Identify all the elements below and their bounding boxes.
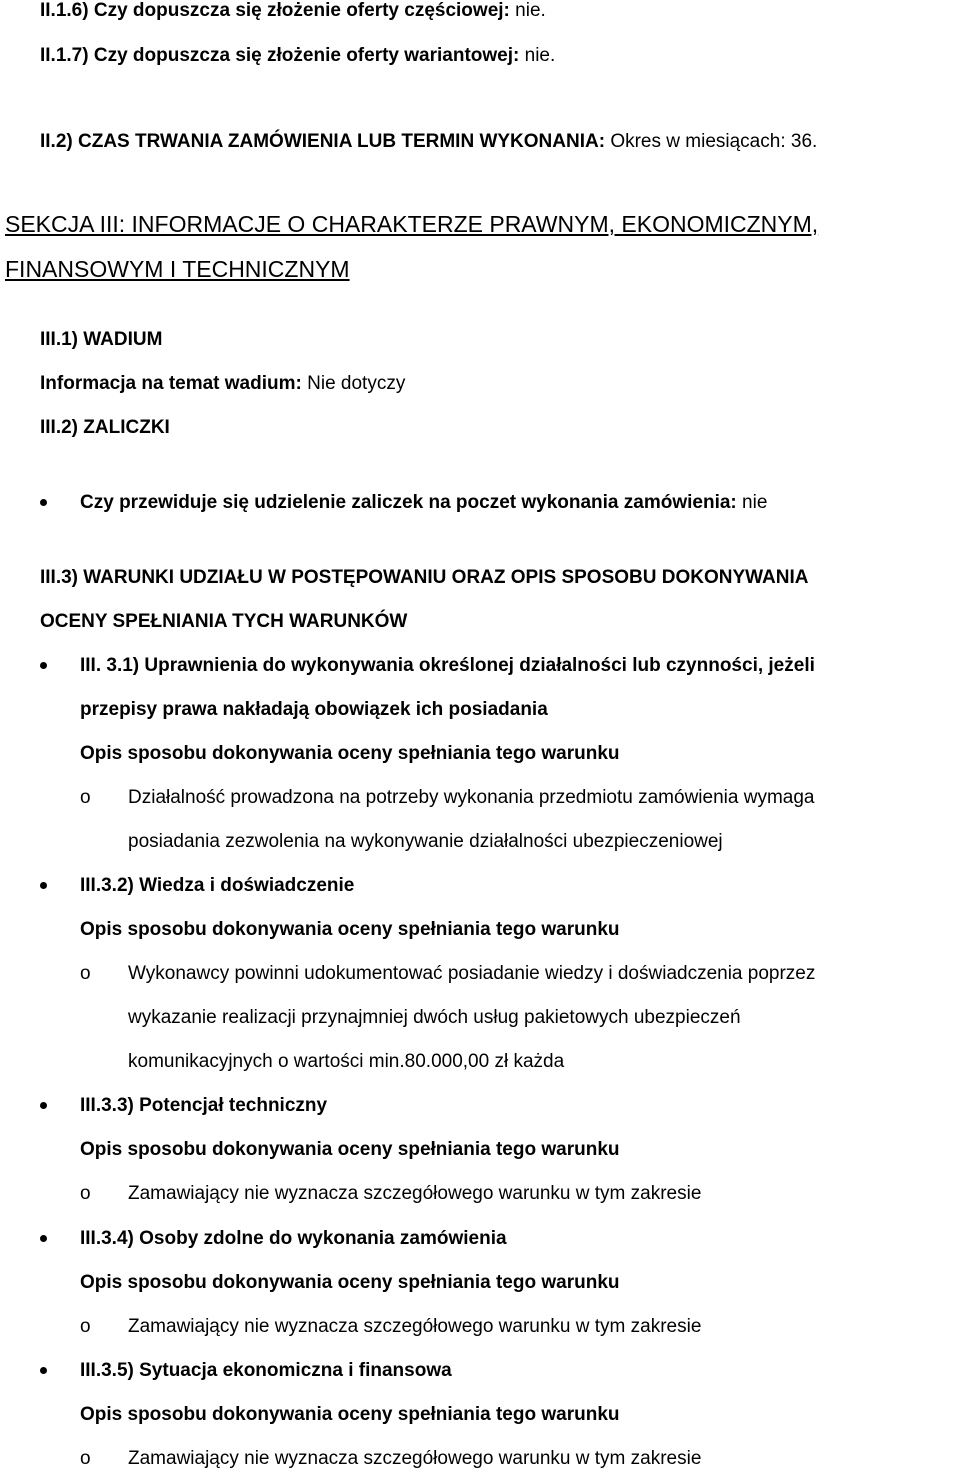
wadium-line: Informacja na temat wadium: Nie dotyczy: [40, 373, 406, 394]
circle-bullet-icon: o: [80, 787, 91, 808]
bullet-icon: [40, 1367, 47, 1374]
section-title-cont: FINANSOWYM I TECHNICZNYM: [5, 256, 350, 282]
bullet-icon: [40, 1102, 47, 1109]
condition-text: Zamawiający nie wyznacza szczegółowego warunku w tym zakresie: [128, 1183, 702, 1204]
circle-bullet-icon: o: [80, 1448, 91, 1469]
bullet-icon: [40, 662, 47, 669]
condition-text: Zamawiający nie wyznacza szczegółowego warunku w tym zakresie: [128, 1448, 702, 1469]
condition-title: III.3.2) Wiedza i doświadczenie: [80, 875, 355, 896]
bullet-icon: [40, 499, 47, 506]
circle-bullet-icon: o: [80, 1183, 91, 1204]
condition-title: III. 3.1) Uprawnienia do wykonywania określonej działalności lub czynności, jeżeli: [80, 655, 815, 676]
warunki-heading-cont: OCENY SPEŁNIANIA TYCH WARUNKÓW: [40, 611, 408, 632]
condition-title-cont: przepisy prawa nakładają obowiązek ich posiadania: [80, 699, 548, 720]
wadium-heading: III.1) WADIUM: [40, 329, 163, 350]
bullet-icon: [40, 882, 47, 889]
section-title: SEKCJA III: INFORMACJE O CHARAKTERZE PRAWNYM, EKONOMICZNYM,: [5, 211, 819, 237]
condition-text: Wykonawcy powinni udokumentować posiadanie wiedzy i doświadczenia poprzez: [128, 963, 816, 984]
offer-variant-line: II.1.7) Czy dopuszcza się złożenie oferty wariantowej: nie.: [40, 45, 556, 66]
condition-text: Działalność prowadzona na potrzeby wykonania przedmiotu zamówienia wymaga: [128, 787, 815, 808]
opis-label: Opis sposobu dokonywania oceny spełniania tego warunku: [80, 1404, 620, 1425]
bullet-icon: [40, 1235, 47, 1242]
zaliczki-heading: III.2) ZALICZKI: [40, 417, 170, 438]
opis-label: Opis sposobu dokonywania oceny spełniania tego warunku: [80, 1272, 620, 1293]
circle-bullet-icon: o: [80, 1316, 91, 1337]
zaliczki-line: Czy przewiduje się udzielenie zaliczek na poczet wykonania zamówienia: nie: [80, 492, 768, 513]
condition-text: Zamawiający nie wyznacza szczegółowego warunku w tym zakresie: [128, 1316, 702, 1337]
condition-title: III.3.4) Osoby zdolne do wykonania zamówienia: [80, 1228, 507, 1249]
condition-title: III.3.5) Sytuacja ekonomiczna i finansowa: [80, 1360, 452, 1381]
opis-label: Opis sposobu dokonywania oceny spełniania tego warunku: [80, 919, 620, 940]
offer-partial-line: II.1.6) Czy dopuszcza się złożenie oferty częściowej: nie.: [40, 0, 546, 21]
condition-title: III.3.3) Potencjał techniczny: [80, 1095, 328, 1116]
condition-text: posiadania zezwolenia na wykonywanie działalności ubezpieczeniowej: [128, 831, 723, 852]
warunki-heading: III.3) WARUNKI UDZIAŁU W POSTĘPOWANIU ORAZ OPIS SPOSOBU DOKONYWANIA: [40, 567, 809, 588]
opis-label: Opis sposobu dokonywania oceny spełniania tego warunku: [80, 743, 620, 764]
condition-text: wykazanie realizacji przynajmniej dwóch usług pakietowych ubezpieczeń: [128, 1007, 741, 1028]
circle-bullet-icon: o: [80, 963, 91, 984]
opis-label: Opis sposobu dokonywania oceny spełniania tego warunku: [80, 1139, 620, 1160]
condition-text: komunikacyjnych o wartości min.80.000,00 zł każda: [128, 1051, 565, 1072]
duration-line: II.2) CZAS TRWANIA ZAMÓWIENIA LUB TERMIN WYKONANIA: Okres w miesiącach: 36.: [40, 131, 818, 152]
